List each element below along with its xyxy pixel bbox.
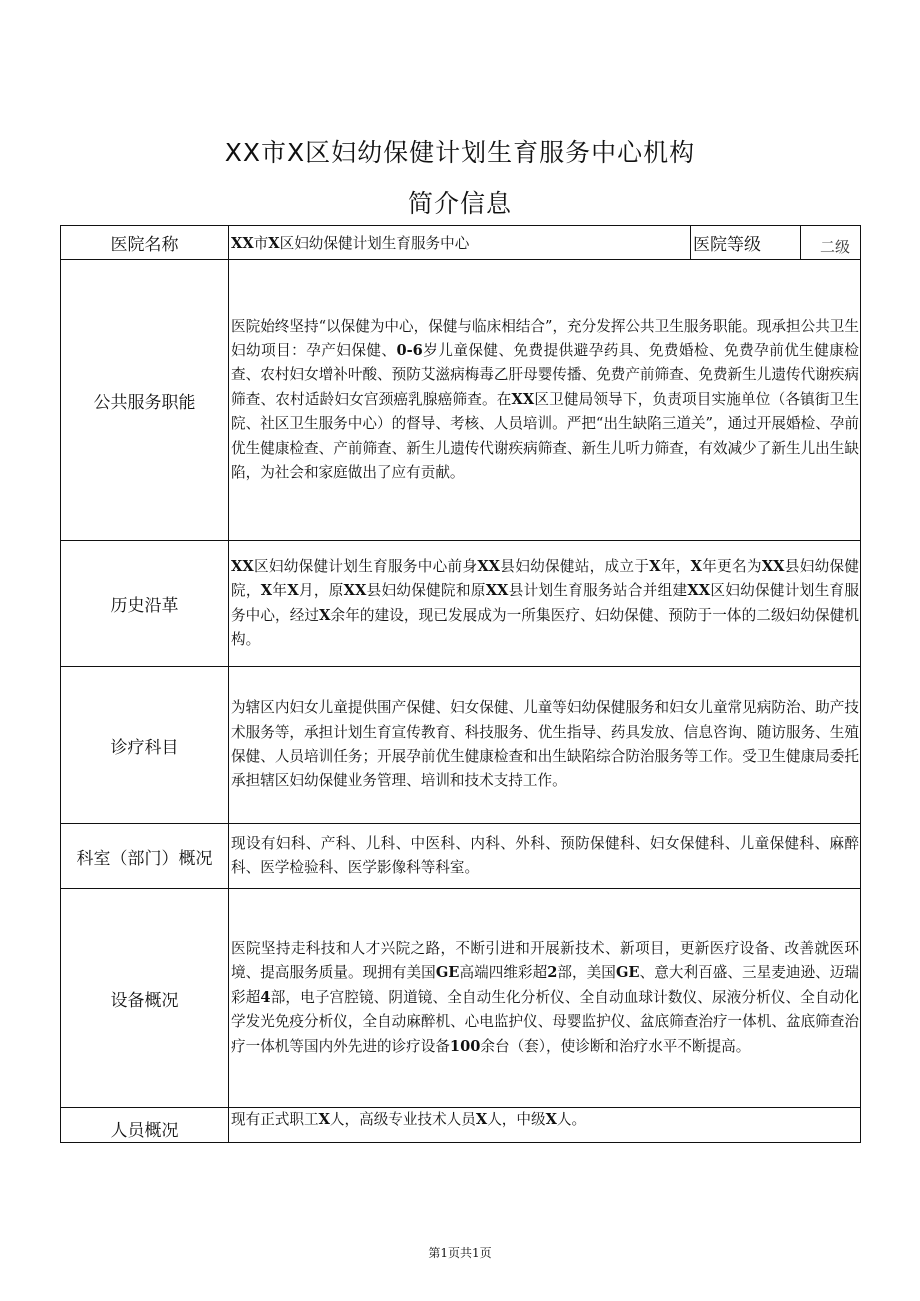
public-service-row xyxy=(61,260,861,541)
document-subtitle: 简介信息 xyxy=(407,189,512,218)
hospital-name-label: 医院名称 xyxy=(61,226,229,260)
clinical-subjects-row xyxy=(61,667,861,824)
clinical-subjects-text: 为辖区内妇女儿童提供围产保健、妇女保健、儿童等妇幼保健服务和妇女儿童常见病防治、助产技术服务等，承担计划生育宣传教育、科技服务、优生指导、药具发放、信息咨询、随访服务、生殖保健、人员培训任务；开展孕前优生健康检查和出生缺陷综合防治服务等工作。受卫生健康局委托承担辖区妇幼保健业务管理、培训和技术支持工作。 xyxy=(229,667,861,824)
staff-row xyxy=(61,1108,861,1143)
staff-label: 人员概况 xyxy=(61,1108,229,1143)
staff-text: 现有正式职工X人，高级专业技术人员X人，中级X人。 xyxy=(229,1108,861,1143)
history-row xyxy=(61,541,861,667)
hospital-grade-label: 医院等级 xyxy=(691,226,801,260)
history-label: 历史沿革 xyxy=(61,541,229,667)
clinical-subjects-label: 诊疗科目 xyxy=(61,667,229,824)
info-table xyxy=(60,225,861,1143)
public-service-label: 公共服务职能 xyxy=(61,260,229,541)
equipment-label: 设备概况 xyxy=(61,889,229,1108)
document-title: XX市X区妇幼保健计划生育服务中心机构 xyxy=(224,138,696,167)
history-text: XX区妇幼保健计划生育服务中心前身XX县妇幼保健站，成立于X年，X年更名为XX县妇幼保健院，X年X月，原XX县妇幼保健院和原XX县计划生育服务站合并组建XX区妇幼保健计划生育服务中心，经过X余年的建设，现已发展成为一所集医疗、妇幼保健、预防于一体的二级妇幼保健机构。 xyxy=(229,541,861,667)
hospital-grade-value: 二级 xyxy=(801,226,861,260)
departments-label: 科室（部门）概况 xyxy=(61,824,229,889)
public-service-text: 医院始终坚持“以保健为中心，保健与临床相结合”，充分发挥公共卫生服务职能。现承担公共卫生妇幼项目：孕产妇保健、0-6岁儿童保健、免费提供避孕药具、免费婚检、免费孕前优生健康检查、农村妇女增补叶酸、预防艾滋病梅毒乙肝母婴传播、免费产前筛查、免费新生儿遗传代谢疾病筛查、农村适龄妇女宫颈癌乳腺癌筛查。在XX区卫健局领导下，负责项目实施单位（各镇街卫生院、社区卫生服务中心）的督导、考核、人员培训。严把“出生缺陷三道关”，通过开展婚检、孕前优生健康检查、产前筛查、新生儿遗传代谢疾病筛查、新生儿听力筛查，有效减少了新生儿出生缺陷，为社会和家庭做出了应有贡献。 xyxy=(229,260,861,541)
departments-row xyxy=(61,824,861,889)
equipment-text: 医院坚持走科技和人才兴院之路，不断引进和开展新技术、新项目，更新医疗设备、改善就医环境、提高服务质量。现拥有美国GE高端四维彩超2部，美国GE、意大利百盛、三星麦迪逊、迈瑞彩超4部，电子宫腔镜、阴道镜、全自动生化分析仪、全自动血球计数仪、尿液分析仪、全自动化学发光免疫分析仪，全自动麻醉机、心电监护仪、母婴监护仪、盆底筛查治疗一体机、盆底筛查治疗一体机等国内外先进的诊疗设备100余台（套），使诊断和治疗水平不断提高。 xyxy=(229,889,861,1108)
equipment-row xyxy=(61,889,861,1108)
hospital-name-value: XX市X区妇幼保健计划生育服务中心 xyxy=(229,226,691,260)
departments-text: 现设有妇科、产科、儿科、中医科、内科、外科、预防保健科、妇女保健科、儿童保健科、麻醉科、医学检验科、医学影像科等科室。 xyxy=(229,824,861,889)
hospital-name-row xyxy=(61,226,861,260)
page-footer: 第1页共1页 xyxy=(428,1246,492,1260)
